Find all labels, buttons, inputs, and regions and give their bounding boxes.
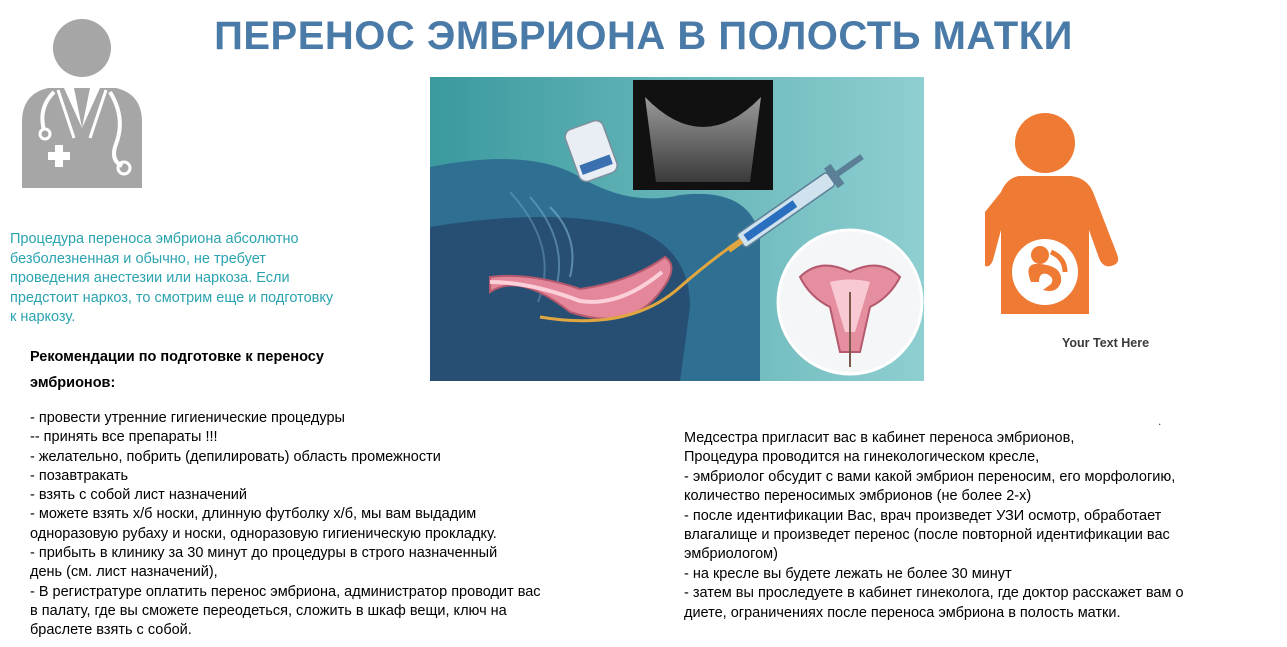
list-item: - можете взять х/б носки, длинную футболку х/б, мы вам выдадим одноразовую рубаху и носки, одноразовую гигиеническую прокладку.: [30, 506, 497, 542]
intro-text: Процедура переноса эмбриона абсолютно безболезненная и обычно, не требует проведения анестезии или наркоза. Если предстоит наркоз, то смотрим еще и подготовку к наркозу.: [10, 231, 334, 325]
list-item: - эмбриолог обсудит с вами какой эмбрион переносим, его морфологию, количество переносимых эмбрионов (не более 2-х): [684, 468, 1176, 505]
list-item: Медсестра пригласит вас в кабинет переноса эмбрионов, Процедура проводится на гинекологическом кресле,: [684, 430, 1075, 466]
page-title: ПЕРЕНОС ЭМБРИОНА В ПОЛОСТЬ МАТКИ: [214, 14, 1073, 58]
list-item: - позавтракать: [30, 467, 129, 484]
list-item: - прибыть в клинику за 30 минут до процедуры в строго назначенный день (см. лист назначений),: [30, 545, 498, 581]
list-item: - провести утренние гигиенические процедуры: [30, 410, 345, 426]
embryo-transfer-illustration: [430, 77, 924, 381]
list-item: - взять с собой лист назначений: [30, 487, 247, 504]
list-item: - на кресле вы будете лежать не более 30 минут: [684, 565, 1012, 582]
recommendations-list: [30, 409, 630, 641]
doctor-icon: [18, 18, 146, 190]
list-item: -- принять все препараты !!!: [30, 429, 218, 446]
recommendations-heading: Рекомендации по подготовке к переносу эмбрионов:: [30, 349, 324, 391]
list-item: - затем вы проследуете в кабинет гинеколога, где доктор расскажет вам о диете, ограничениях после переноса эмбриона в полость матки.: [684, 585, 1184, 621]
placeholder-caption: Your Text Here: [1062, 336, 1150, 350]
stray-dot: .: [1158, 414, 1162, 428]
procedure-list: [684, 429, 1244, 623]
list-item: - В регистратуре оплатить перенос эмбриона, администратор проводит вас в палату, где вы сможете переодеться, сложить в шкаф вещи, ключ на браслете взять с собой.: [30, 583, 541, 639]
list-item: - желательно, побрить (депилировать) область промежности: [30, 448, 441, 465]
pregnant-woman-icon: [985, 112, 1125, 317]
list-item: - после идентификации Вас, врач произведет УЗИ осмотр, обработает влагалище и произведет перенос (после повторной идентификации вас эмбриологом): [684, 507, 1170, 563]
